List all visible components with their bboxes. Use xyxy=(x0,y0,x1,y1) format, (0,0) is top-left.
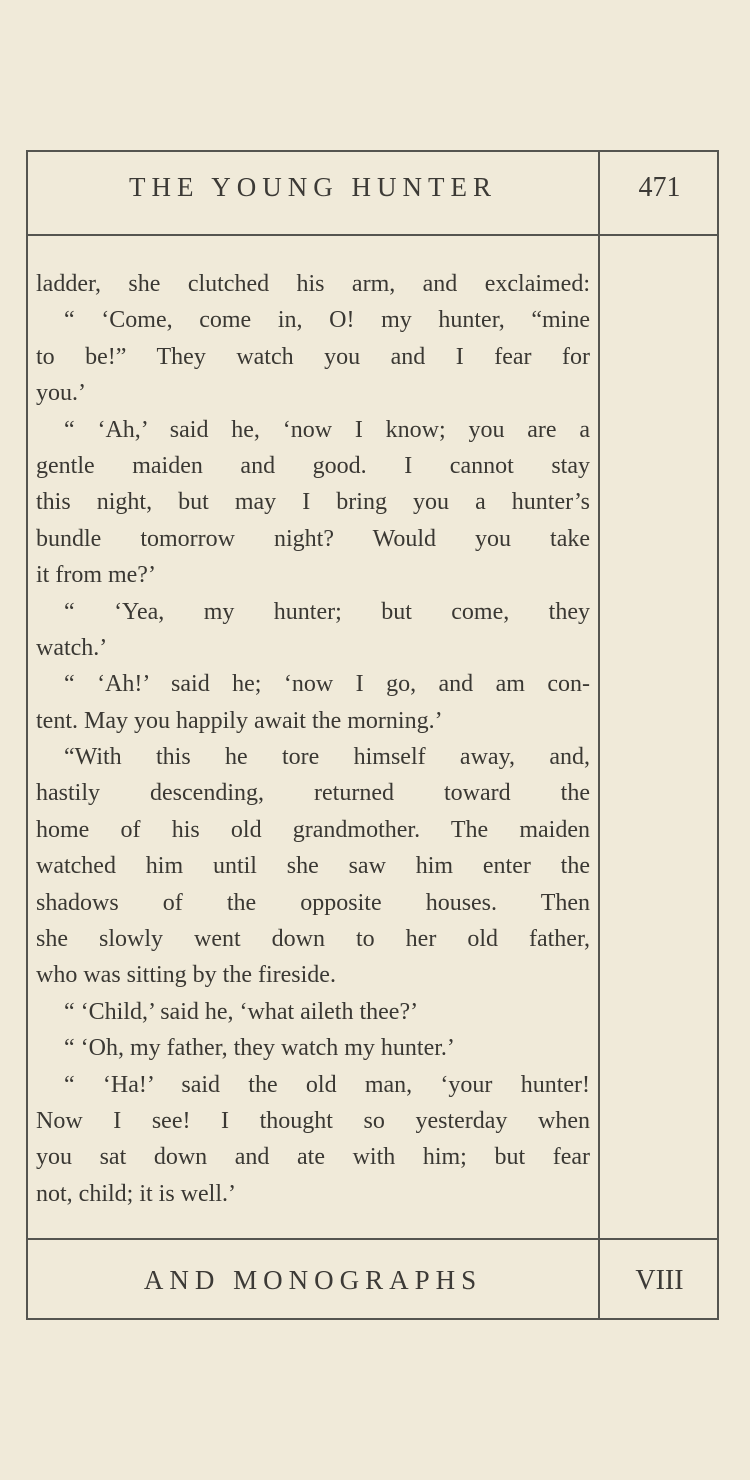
text-line: “ ‘Yea, my hunter; but come, they xyxy=(64,598,590,625)
text-line: shadows of the opposite houses. Then xyxy=(36,889,590,916)
body-text xyxy=(36,266,590,1212)
text-line: home of his old grandmother. The maiden xyxy=(36,816,590,843)
header-rule xyxy=(28,234,717,236)
text-line: watch.’ xyxy=(36,634,108,661)
text-line: “ ‘Come, come in, O! my hunter, “mine xyxy=(64,307,590,334)
text-line: to be!” They watch you and I fear for xyxy=(36,343,590,370)
text-line: “With this he tore himself away, and, xyxy=(64,744,590,771)
text-line: bundle tomorrow night? Would you take xyxy=(36,525,590,552)
volume-number: VIII xyxy=(635,1265,684,1296)
text-line: “ ‘Ah,’ said he, ‘now I know; you are a xyxy=(64,416,590,443)
text-line: you.’ xyxy=(36,380,86,407)
text-line: you sat down and ate with him; but fear xyxy=(36,1144,590,1171)
text-line: it from me?’ xyxy=(36,562,156,589)
page-number: 471 xyxy=(638,172,681,203)
running-foot-title: AND MONOGRAPHS xyxy=(143,1265,483,1295)
running-head-title: THE YOUNG HUNTER xyxy=(129,172,497,202)
text-line: she slowly went down to her old father, xyxy=(36,926,590,953)
text-line: “ ‘Child,’ said he, ‘what aileth thee?’ xyxy=(64,998,419,1025)
text-line: “ ‘Oh, my father, they watch my hunter.’ xyxy=(64,1035,455,1062)
page-frame xyxy=(26,150,719,1320)
text-line: “ ‘Ha!’ said the old man, ‘your hunter! xyxy=(64,1071,590,1098)
text-line: who was sitting by the fireside. xyxy=(36,962,336,989)
text-line: ladder, she clutched his arm, and exclaimed: xyxy=(36,271,590,297)
text-line: gentle maiden and good. I cannot stay xyxy=(36,452,590,479)
text-line: “ ‘Ah!’ said he; ‘now I go, and am con- xyxy=(64,671,590,698)
footer-rule xyxy=(28,1238,717,1240)
text-line: tent. May you happily await the morning.’ xyxy=(36,707,443,734)
text-line: Now I see! I thought so yesterday when xyxy=(36,1107,590,1134)
text-line: not, child; it is well.’ xyxy=(36,1180,236,1207)
text-line: hastily descending, returned toward the xyxy=(36,780,590,807)
text-line: watched him until she saw him enter the xyxy=(36,853,590,880)
column-divider xyxy=(598,152,600,1318)
text-line: this night, but may I bring you a hunter’s xyxy=(36,489,590,516)
